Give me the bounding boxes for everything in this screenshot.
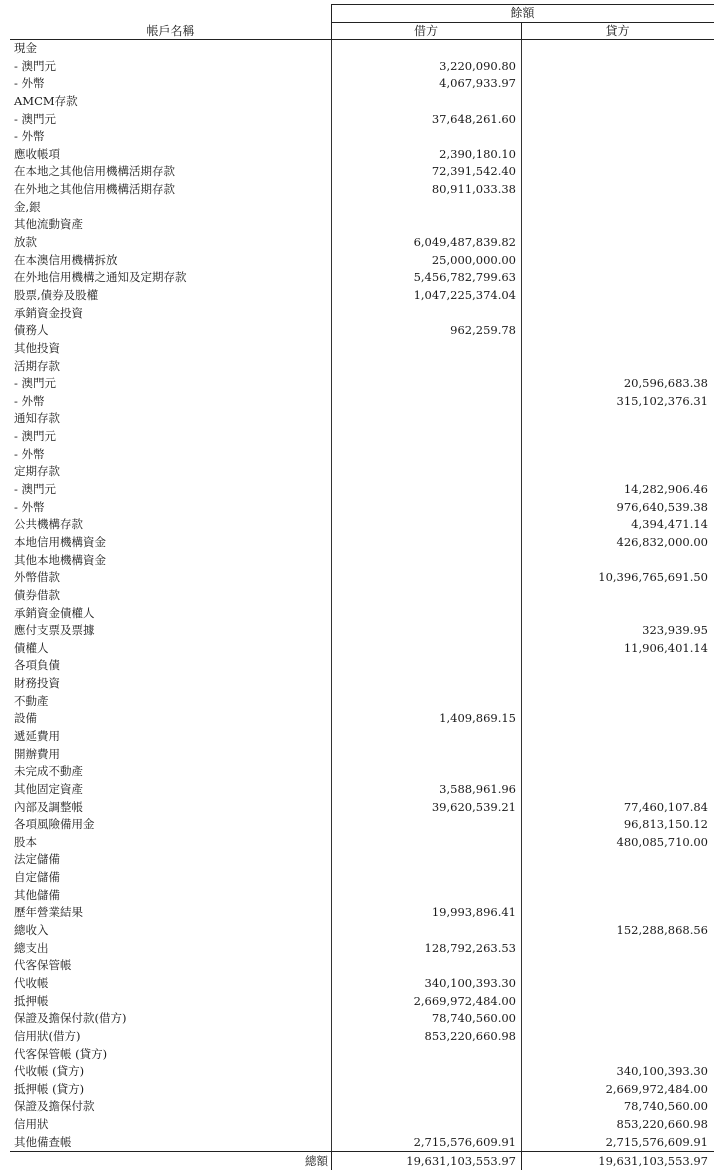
table-row (10, 675, 714, 693)
account-name: 放款 (14, 235, 37, 250)
account-name: 承銷資金債權人 (14, 605, 95, 620)
debit-amount: 6,049,487,839.82 (413, 235, 516, 250)
account-name: 代客保管帳 (貸方) (14, 1046, 108, 1061)
debit-amount: 2,669,972,484.00 (413, 993, 516, 1008)
table-row (10, 93, 714, 111)
table-row (10, 393, 714, 411)
table-row (10, 746, 714, 764)
table-row (10, 940, 714, 958)
account-name: - 澳門元 (14, 376, 57, 391)
credit-amount: 78,740,560.00 (623, 1099, 708, 1114)
account-name: 應收帳項 (14, 146, 60, 161)
credit-amount: 4,394,471.14 (631, 517, 708, 532)
debit-header: 借方 (413, 24, 438, 38)
table-row (10, 305, 714, 323)
table-row (10, 816, 714, 834)
table-row (10, 499, 714, 517)
debit-amount: 2,390,180.10 (439, 146, 516, 161)
account-name: 通知存款 (14, 411, 60, 426)
account-name: AMCM存款 (14, 93, 78, 108)
debit-amount: 25,000,000.00 (431, 252, 516, 267)
table-row (10, 1116, 714, 1134)
account-name: - 外幣 (14, 76, 45, 91)
credit-amount: 11,906,401.14 (623, 640, 708, 655)
table-row (10, 728, 714, 746)
credit-amount: 2,669,972,484.00 (605, 1081, 708, 1096)
table-row (10, 993, 714, 1011)
credit-amount: 426,832,000.00 (616, 534, 708, 549)
debit-amount: 1,409,869.15 (439, 711, 516, 726)
credit-amount: 2,715,576,609.91 (605, 1134, 708, 1149)
credit-amount: 853,220,660.98 (616, 1117, 708, 1132)
credit-amount: 77,460,107.84 (623, 799, 708, 814)
debit-amount: 72,391,542.40 (431, 164, 516, 179)
credit-amount: 323,939.95 (642, 623, 708, 638)
total-label: 總額 (305, 1154, 328, 1168)
table-row (10, 340, 714, 358)
account-name: 外幣借款 (14, 570, 60, 585)
table-row (10, 851, 714, 869)
table-row (10, 904, 714, 922)
account-name: - 外幣 (14, 129, 45, 144)
debit-amount: 37,648,261.60 (431, 111, 516, 126)
total-debit: 19,631,103,553.97 (406, 1154, 516, 1168)
credit-amount: 14,282,906.46 (623, 482, 708, 497)
debit-amount: 39,620,539.21 (431, 799, 516, 814)
table-row (10, 146, 714, 164)
debit-amount: 1,047,225,374.04 (413, 287, 516, 302)
account-name: 公共機構存款 (14, 517, 83, 532)
account-name: - 澳門元 (14, 111, 57, 126)
account-name: 開辦費用 (14, 746, 60, 761)
credit-amount: 976,640,539.38 (616, 499, 708, 514)
account-name: 本地信用機構資金 (14, 534, 106, 549)
account-name: 債權人 (14, 640, 49, 655)
account-name: - 外幣 (14, 499, 45, 514)
account-name: 其他固定資產 (14, 781, 83, 796)
total-row (10, 1151, 714, 1170)
table-row (10, 1063, 714, 1081)
account-name: - 澳門元 (14, 58, 57, 73)
table-row (10, 710, 714, 728)
table-row (10, 657, 714, 675)
table-row (10, 111, 714, 129)
account-name: 金,銀 (14, 199, 41, 214)
table-row (10, 534, 714, 552)
credit-amount: 315,102,376.31 (616, 393, 708, 408)
account-name: - 澳門元 (14, 429, 57, 444)
account-name: 抵押帳 (貸方) (14, 1081, 85, 1096)
table-row (10, 1010, 714, 1028)
credit-amount: 340,100,393.30 (616, 1064, 708, 1079)
debit-amount: 19,993,896.41 (431, 905, 516, 920)
account-name: 現金 (14, 41, 37, 55)
account-name: 保證及擔保付款(借方) (14, 1011, 127, 1026)
account-name: 代收帳 (貸方) (14, 1064, 85, 1079)
table-row (10, 375, 714, 393)
table-row (10, 887, 714, 905)
debit-amount: 80,911,033.38 (431, 182, 516, 197)
account-name: 不動產 (14, 693, 49, 708)
account-name: 在本澳信用機構拆放 (14, 252, 118, 267)
table-row (10, 40, 714, 58)
account-name: 法定儲備 (14, 852, 60, 867)
credit-amount: 10,396,765,691.50 (598, 570, 708, 585)
table-row (10, 428, 714, 446)
account-name: 其他本地機構資金 (14, 552, 106, 567)
table-row (10, 234, 714, 252)
table-row (10, 834, 714, 852)
total-credit: 19,631,103,553.97 (598, 1154, 708, 1168)
credit-amount: 20,596,683.38 (623, 376, 708, 391)
account-name: 內部及調整帳 (14, 799, 83, 814)
table-row (10, 322, 714, 340)
trial-balance-table (10, 4, 714, 1170)
account-name: 在外地之其他信用機構活期存款 (14, 182, 175, 197)
account-name: 定期存款 (14, 464, 60, 479)
table-row (10, 1046, 714, 1064)
credit-amount: 480,085,710.00 (616, 834, 708, 849)
table-header (10, 4, 714, 40)
table-row (10, 516, 714, 534)
table-row (10, 605, 714, 623)
debit-amount: 78,740,560.00 (431, 1011, 516, 1026)
debit-amount: 5,456,782,799.63 (413, 270, 516, 285)
table-row (10, 640, 714, 658)
balance-group-header: 餘額 (510, 6, 535, 20)
table-row (10, 128, 714, 146)
table-row (10, 552, 714, 570)
debit-amount: 3,220,090.80 (439, 58, 516, 73)
table-row (10, 569, 714, 587)
table-row (10, 181, 714, 199)
account-name: 自定儲備 (14, 870, 60, 885)
table-row (10, 869, 714, 887)
table-row (10, 975, 714, 993)
account-name: - 外幣 (14, 446, 45, 461)
table-row (10, 587, 714, 605)
table-row (10, 622, 714, 640)
debit-amount: 3,588,961.96 (439, 781, 516, 796)
account-name: 信用狀 (14, 1117, 49, 1132)
table-row (10, 481, 714, 499)
account-name: 在外地信用機構之通知及定期存款 (14, 270, 187, 285)
table-row (10, 216, 714, 234)
account-name: 活期存款 (14, 358, 60, 373)
account-name: 抵押帳 (14, 993, 49, 1008)
table-row (10, 957, 714, 975)
table-row (10, 1098, 714, 1116)
debit-amount: 340,100,393.30 (424, 975, 516, 990)
table-row (10, 287, 714, 305)
account-name: - 外幣 (14, 393, 45, 408)
table-row (10, 269, 714, 287)
account-name: 總支出 (14, 940, 49, 955)
account-name: 應付支票及票據 (14, 623, 95, 638)
debit-amount: 962,259.78 (450, 323, 516, 338)
debit-amount: 128,792,263.53 (424, 940, 516, 955)
credit-amount: 152,288,868.56 (616, 923, 708, 938)
table-row (10, 410, 714, 428)
account-name: 代客保管帳 (14, 958, 72, 973)
account-name: 各項負債 (14, 658, 60, 673)
account-name: 其他流動資產 (14, 217, 83, 232)
account-name: 未完成不動產 (14, 764, 83, 779)
credit-header: 貸方 (605, 24, 630, 38)
table-row (10, 799, 714, 817)
table-row (10, 358, 714, 376)
table-row (10, 463, 714, 481)
credit-amount: 96,813,150.12 (623, 817, 708, 832)
account-name: 代收帳 (14, 975, 49, 990)
account-name: 總收入 (14, 923, 49, 938)
account-name: 其他備查帳 (14, 1134, 72, 1149)
debit-amount: 853,220,660.98 (424, 1028, 516, 1043)
account-name: 債務人 (14, 323, 49, 338)
account-name: 財務投資 (14, 676, 60, 691)
table-row (10, 446, 714, 464)
table-row (10, 75, 714, 93)
table-row (10, 1134, 714, 1152)
debit-amount: 4,067,933.97 (439, 76, 516, 91)
account-name: 其他儲備 (14, 887, 60, 902)
account-name: 股票,債券及股權 (14, 287, 99, 302)
table-row (10, 252, 714, 270)
account-name-header: 帳戶名稱 (146, 24, 195, 38)
table-row (10, 763, 714, 781)
table-row (10, 58, 714, 76)
account-name: - 澳門元 (14, 482, 57, 497)
account-name: 債券借款 (14, 587, 60, 602)
account-name: 股本 (14, 834, 37, 849)
table-row (10, 1028, 714, 1046)
account-name: 其他投資 (14, 340, 60, 355)
table-row (10, 199, 714, 217)
table-body (10, 40, 714, 1151)
account-name: 歷年營業結果 (14, 905, 83, 920)
table-row (10, 693, 714, 711)
account-name: 各項風險備用金 (14, 817, 95, 832)
account-name: 保證及擔保付款 (14, 1099, 95, 1114)
account-name: 設備 (14, 711, 37, 726)
account-name: 信用狀(借方) (14, 1028, 81, 1043)
account-name: 遞延費用 (14, 728, 60, 743)
debit-amount: 2,715,576,609.91 (413, 1134, 516, 1149)
table-row (10, 922, 714, 940)
table-row (10, 781, 714, 799)
table-row (10, 1081, 714, 1099)
account-name: 在本地之其他信用機構活期存款 (14, 164, 175, 179)
account-name: 承銷資金投資 (14, 305, 83, 320)
table-row (10, 163, 714, 181)
